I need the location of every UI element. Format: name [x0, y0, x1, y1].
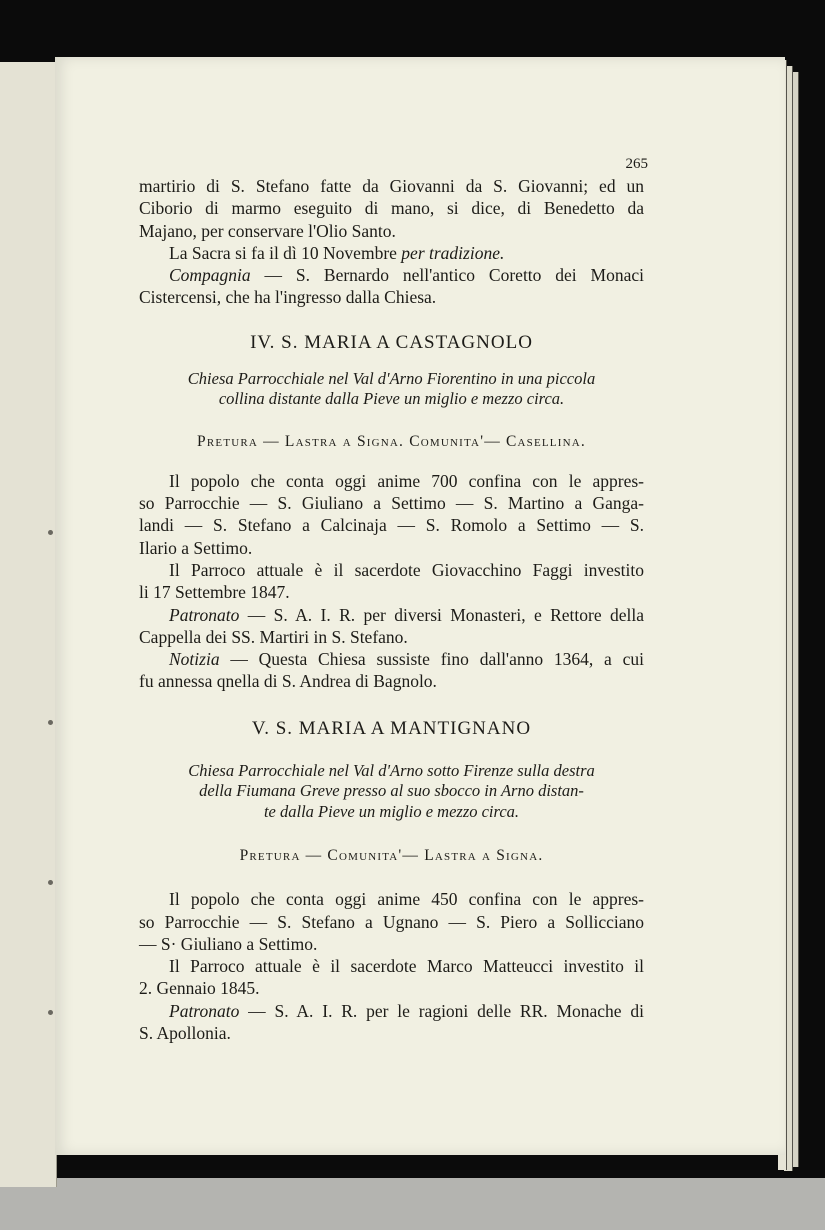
compagnia-line [139, 264, 644, 286]
binding-stitch [48, 880, 53, 885]
section-subtitle-castagnolo [139, 369, 644, 410]
patronato-label: Patronato [169, 604, 240, 625]
text-line: Il Parroco attuale è il sacerdote Giovacchino Faggi investito [169, 559, 644, 580]
subtitle-line: collina distante dalla Pieve un miglio e mezzo circa. [218, 389, 565, 409]
text-line: Ciborio di marmo eseguito di mano, si dice, di Benedetto da [139, 198, 644, 219]
text-line: fu annessa qnella di S. Andrea di Bagnolo. [139, 671, 437, 692]
sacra-line [139, 242, 644, 264]
text-line: 2. Gennaio 1845. [139, 978, 260, 999]
text-line: martirio di S. Stefano fatte da Giovanni da S. Giovanni; ed un [139, 176, 644, 196]
section-body-mantignano [139, 888, 644, 1044]
sacra-italic: per tradizione. [401, 242, 505, 263]
notizia-line [139, 648, 644, 670]
text-line: Majano, per conservare l'Olio Santo. [139, 220, 396, 241]
subtitle-line: Chiesa Parrocchiale nel Val d'Arno Fiorentino in una piccola [187, 368, 596, 388]
patronato-line [139, 1000, 644, 1022]
subtitle-line: della Fiumana Greve presso al suo sbocco in Arno distan- [199, 781, 584, 801]
text-line: Cistercensi, che ha l'ingresso dalla Chiesa. [139, 287, 437, 308]
text-line: Il Parroco attuale è il sacerdote Marco Matteucci investito il [169, 956, 644, 977]
section-heading-castagnolo: IV. S. MARIA A CASTAGNOLO [250, 331, 533, 353]
sacra-text: La Sacra si fa il dì 10 Novembre [169, 242, 402, 263]
text-line: li 17 Settembre 1847. [139, 582, 290, 603]
binding-stitch [48, 720, 53, 725]
text-line: so Parrocchie — S. Stefano a Ugnano — S. Piero a Sollicciano [139, 911, 644, 932]
text-line: — S· Giuliano a Settimo. [139, 933, 318, 954]
pretura-line-mantignano: Pretura — Comunita'— Lastra a Signa. [239, 847, 544, 865]
notizia-text: — Questa Chiesa sussiste fino dall'anno 1364, a cui [219, 649, 644, 670]
text-line: Cappella dei SS. Martiri in S. Stefano. [139, 626, 408, 647]
text-line: S. Apollonia. [139, 1023, 231, 1044]
section-heading-mantignano: V. S. MARIA A MANTIGNANO [251, 717, 532, 739]
intro-paragraph [139, 175, 644, 309]
binding-stitch [48, 530, 53, 535]
patronato-text: — S. A. I. R. per diversi Monasteri, e Rettore della [239, 604, 644, 625]
text-line: Il popolo che conta oggi anime 700 confina con le appres- [169, 470, 644, 491]
binding-stitch [48, 1010, 53, 1015]
subtitle-line: Chiesa Parrocchiale nel Val d'Arno sotto Firenze sulla destra [188, 760, 595, 780]
patronato-label: Patronato [169, 1000, 240, 1021]
pretura-line-castagnolo: Pretura — Lastra a Signa. Comunita'— Casellina. [197, 432, 586, 450]
text-line: landi — S. Stefano a Calcinaja — S. Romolo a Settimo — S. [139, 515, 644, 536]
compagnia-label: Compagnia [169, 265, 251, 286]
text-line: so Parrocchie — S. Giuliano a Settimo — S. Martino a Ganga- [139, 493, 644, 514]
subtitle-line: te dalla Pieve un miglio e mezzo circa. [263, 801, 520, 821]
compagnia-text: — S. Bernardo nell'antico Coretto dei Monaci [250, 265, 644, 286]
page-number: 265 [625, 156, 648, 172]
text-line: Ilario a Settimo. [139, 537, 253, 558]
page-text [139, 155, 648, 1044]
left-page-edge [0, 62, 57, 1187]
patronato-text: — S. A. I. R. per le ragioni delle RR. Monache di [239, 1000, 644, 1021]
notizia-label: Notizia [169, 649, 220, 670]
patronato-line [139, 604, 644, 626]
background-surface [0, 1178, 825, 1230]
section-subtitle-mantignano [139, 761, 644, 823]
text-line: Il popolo che conta oggi anime 450 confina con le appres- [169, 889, 644, 910]
section-body-castagnolo [139, 470, 644, 693]
